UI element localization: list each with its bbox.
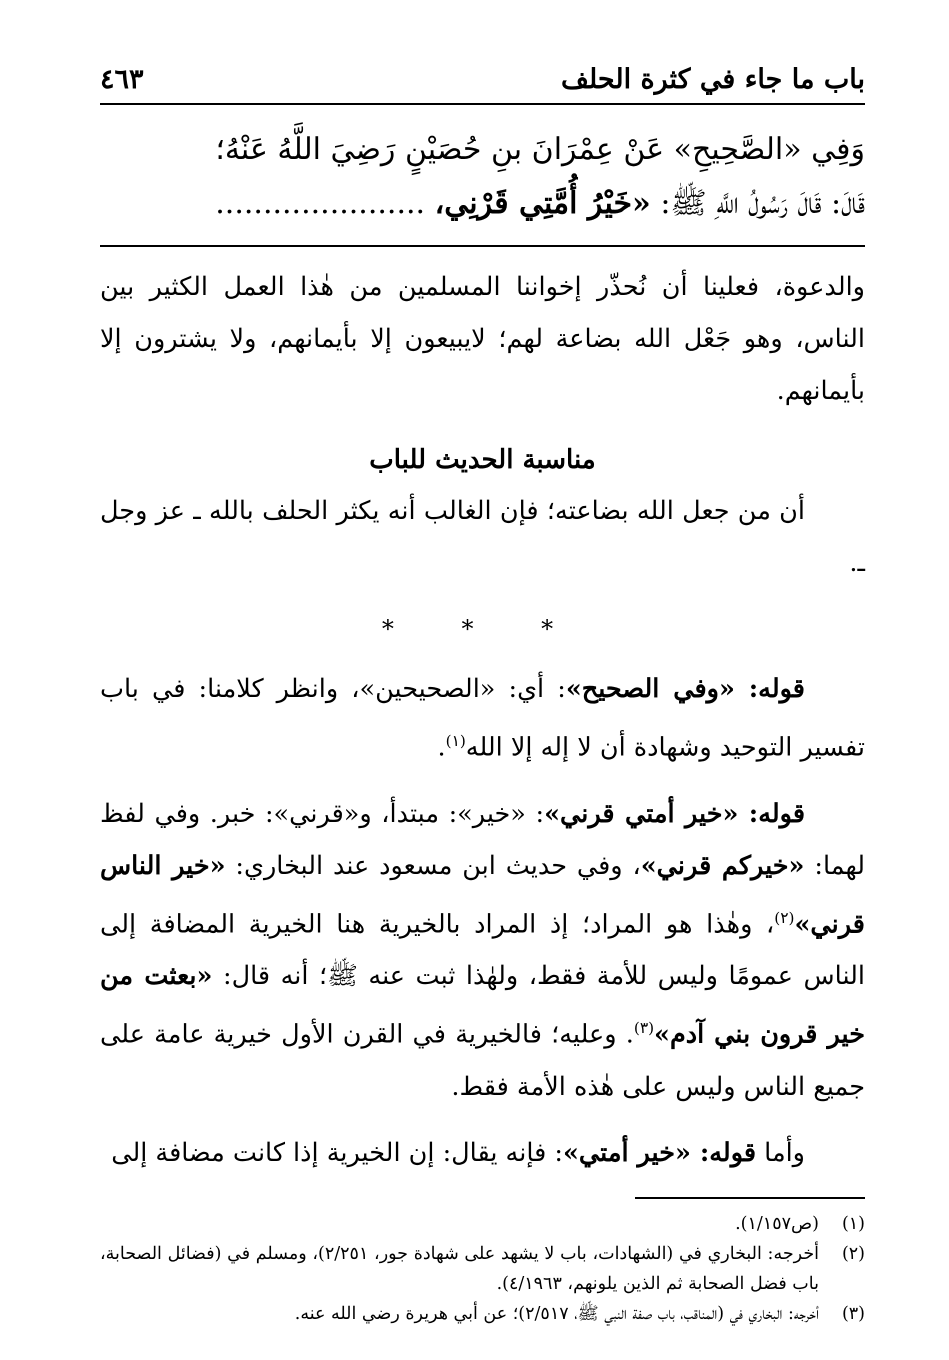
book-page: [100, 55, 865, 1329]
hadith-variant: «خير الناس قرني»: [100, 850, 865, 939]
footnote-number: (١): [841, 1213, 865, 1234]
commentary-text: : «خير»: مبتدأ، و«قرني»: خبر. وفي لفظ لهما:: [100, 798, 865, 881]
commentary-end: .: [437, 732, 446, 763]
commentary-text: . وعليه؛ فالخيرية في القرن الأول خيرية عامة على جميع الناس وليس على هٰذه الأمة فقط.: [100, 1019, 865, 1102]
commentary-paragraph-1: [100, 663, 865, 774]
footnote-number: (٢): [841, 1243, 865, 1264]
section-paragraph: أن من جعل الله بضاعته؛ فإن الغالب أنه يكثر الحلف بالله ـ عز وجل ـ.: [100, 496, 865, 578]
intro-paragraph: والدعوة، فعلينا أن نُحذّر إخواننا المسلمين من هٰذا العمل الكثير بين الناس، وهو جَعْل الله بضاعة لهم؛ لايبيعون إلا بأيمانهم، ولا يشترون إلا بأيمانهم.: [100, 272, 865, 406]
commentary-lead: قوله: «خير أمتي»: [562, 1137, 757, 1168]
hadith-line-2: [100, 177, 865, 231]
footnote-divider: [635, 1197, 865, 1199]
footnote-ref: (٢): [774, 908, 795, 927]
commentary-lead: قوله: «خير أمتي قرني»: [544, 798, 806, 829]
footnote-text: (ص١/١٥٧).: [735, 1213, 819, 1234]
chapter-title: باب ما جاء في كثرة الحلف: [561, 63, 865, 95]
hadith-variant: «خيركم قرني»: [640, 850, 805, 881]
hadith-variant: «بعثت من خير قرون بني آدم»: [100, 961, 865, 1050]
commentary-text: : فإنه يقال: إن الخيرية إذا كانت مضافة إلى: [111, 1137, 563, 1168]
commentary-text: : أي: «الصحيحين»، وانظر كلامنا: في باب تفسير التوحيد وشهادة أن لا إله إلا الله: [100, 674, 865, 763]
section-heading: مناسبة الحديث للباب: [369, 445, 596, 475]
running-header: [100, 55, 865, 105]
commentary-pre: وأما: [756, 1137, 805, 1168]
footnote-ref: (١): [445, 732, 466, 750]
commentary-paragraph-3: [100, 1127, 865, 1179]
footnote-ref: (٣): [633, 1019, 655, 1037]
footnote-1: [100, 1209, 865, 1239]
commentary-text: ، وفي حديث ابن مسعود عند البخاري:: [225, 850, 641, 881]
hadith-quote: «خَيْرُ أُمَّتِي قَرْنِي،: [434, 186, 651, 221]
footnote-text: أخرجه: البخاري في (المناقب، باب صفة النبي ﷺ، ٢/٥١٧)؛ عن أبي هريرة رضي الله عنه.: [294, 1303, 819, 1324]
hadith-text-block: [100, 105, 865, 247]
footnote-number: (٣): [841, 1303, 865, 1324]
page-number: ٤٦٣: [100, 63, 144, 95]
footnote-2: [100, 1239, 865, 1299]
footnote-text: أخرجه: البخاري في (الشهادات، باب لا يشهد على شهادة جور، ٢/٢٥١)، ومسلم في (فضائل الصحابة، باب فضل الصحابة ثم الذين يلونهم، ٤/١٩٦٣).: [100, 1243, 819, 1294]
commentary-text: ، وهٰذا هو المراد؛ إذ المراد بالخيرية هنا الخيرية المضافة إلى الناس عمومًا وليس للأمة فقط، ولهٰذا ثبت عنه ﷺ؛ أنه قال:: [100, 909, 865, 991]
commentary-paragraph-2: [100, 788, 865, 1113]
separator-stars: * * *: [381, 615, 584, 643]
hadith-dots: ......................: [215, 186, 435, 221]
hadith-narration: قَالَ: قَالَ رَسُولُ اللَّهِ ﷺ:: [650, 186, 865, 221]
commentary-lead: قوله: «وفي الصحيح»: [565, 674, 805, 704]
footnote-3: [100, 1299, 865, 1329]
hadith-line-1: وَفِي «الصَّحِيحِ» عَنْ عِمْرَانَ بنِ حُصَيْنٍ رَضِيَ اللَّهُ عَنْهُ؛: [215, 132, 865, 167]
